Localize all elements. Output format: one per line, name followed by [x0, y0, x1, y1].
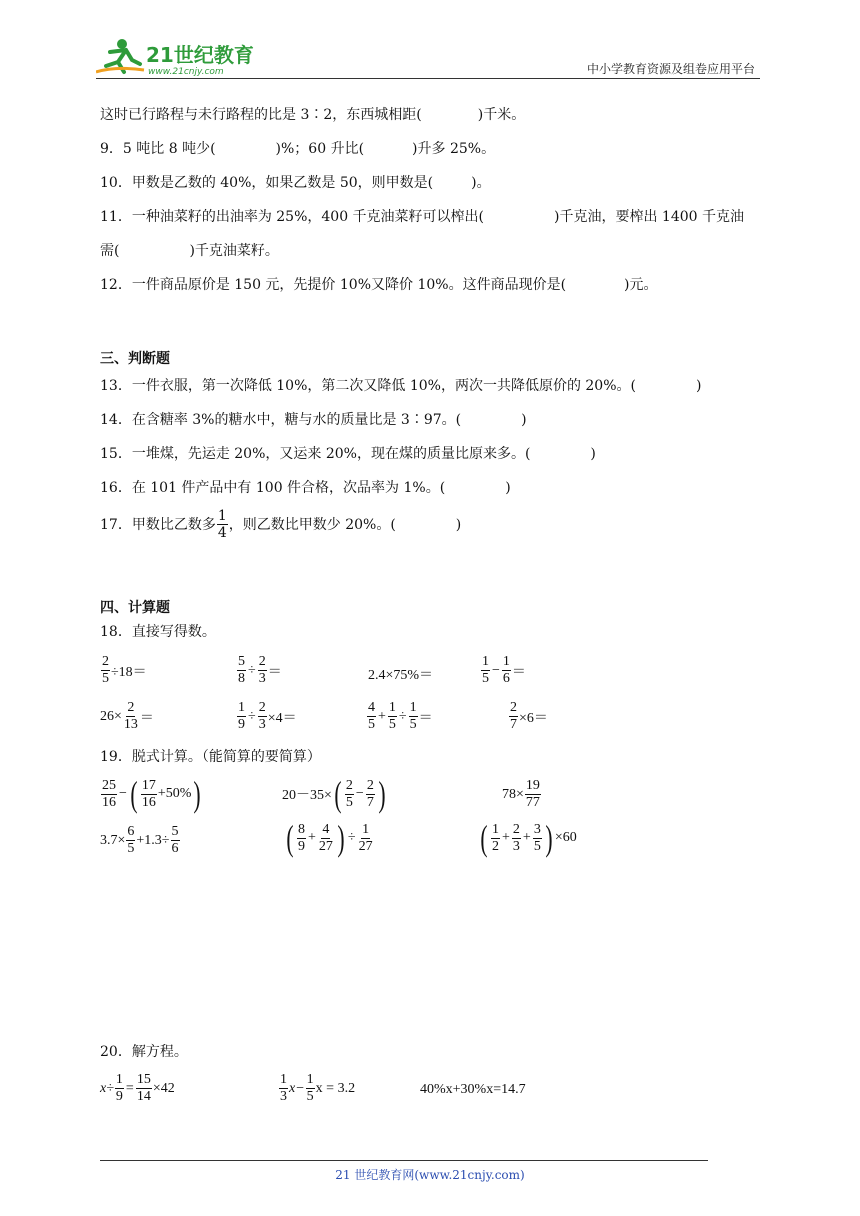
- footer-divider: [100, 1160, 708, 1161]
- question-10: [100, 173, 491, 193]
- q9-c: )升多 25%。: [412, 141, 496, 157]
- expr-20b: $\frac{1}{3}$ x− $\frac{1}{5}$ x = 3.2: [280, 1072, 356, 1104]
- question-14: 14．在含糖率 3%的糖水中，糖与水的质量比是 3∶97。( ): [100, 412, 527, 428]
- question-9: [100, 139, 495, 159]
- q11-b: )千克油，要榨出 1400 千克油: [554, 209, 745, 225]
- expr-19b: 20－35× ( $\frac{2}{5}$ − $\frac{2}{7}$ ): [282, 774, 386, 814]
- q10-a: 10．甲数是乙数的 40%，如果乙数是 50，则甲数是(: [100, 175, 434, 191]
- question-19: 19．脱式计算。（能简算的要简算）: [100, 749, 321, 765]
- logo-main: 21世纪教育: [146, 43, 254, 67]
- expr-18e: 26× $\frac{2}{13}$ ＝: [100, 700, 154, 732]
- q8-text: 这时已行路程与未行路程的比是 3∶2，东西城相距(: [100, 107, 422, 123]
- logo-runner-icon: [96, 36, 266, 78]
- question-12: [100, 275, 658, 295]
- question-11: [100, 207, 744, 227]
- question-8-tail: [100, 105, 525, 125]
- expr-19f: ( $\frac{1}{2}$ + $\frac{2}{3}$ + $\frac{3}{5}$ ) ×60: [480, 818, 577, 858]
- question-15: 15．一堆煤，先运走 20%，又运来 20%，现在煤的质量比原来多。( ): [100, 446, 596, 462]
- question-13: 13．一件衣服，第一次降低 10%，第二次又降低 10%，两次一共降低原价的 20%。( ): [100, 378, 702, 394]
- q12-a: 12．一件商品原价是 150 元，先提价 10%又降价 10%。这件商品现价是(: [100, 277, 567, 293]
- q10-b: )。: [471, 175, 491, 191]
- q11-a: 11．一种油菜籽的出油率为 25%，400 千克油菜籽可以榨出(: [100, 209, 485, 225]
- q9-a: 9．5 吨比 8 吨少(: [100, 141, 216, 157]
- expr-19c: 78× $\frac{19}{77}$: [502, 778, 540, 810]
- question-17: 17．甲数比乙数多 $\frac{1}{4}$ ，则乙数比甲数少 20%。( ): [100, 508, 462, 541]
- expr-18h: $\frac{2}{7}$ ×6＝: [510, 700, 548, 732]
- expr-18b: $\frac{5}{8}$ ÷ $\frac{2}{3}$ ＝: [238, 654, 282, 686]
- q8-end: )千米。: [477, 107, 526, 123]
- expr-19d: 3.7× $\frac{6}{5}$ +1.3÷ $\frac{5}{6}$: [100, 824, 179, 856]
- question-11-cont: [100, 241, 279, 261]
- q17-fraction: $\frac{1}{4}$: [217, 508, 227, 541]
- section-calc-title: 四、计算题: [100, 600, 170, 616]
- expr-18a: $\frac{2}{5}$ ÷18＝: [102, 654, 147, 686]
- expr-20a: x÷ $\frac{1}{9}$ = $\frac{15}{14}$ ×42: [100, 1072, 175, 1104]
- expr-18d: $\frac{1}{5}$ − $\frac{1}{6}$ ＝: [482, 654, 526, 686]
- q11-d: )千克油菜籽。: [189, 243, 279, 259]
- section-judge-title: 三、判断题: [100, 351, 170, 367]
- expr-19e: ( $\frac{8}{9}$ + $\frac{4}{27}$ ) ÷ $\frac{1}{27}$: [286, 818, 373, 858]
- q9-b: )%；60 升比(: [275, 141, 365, 157]
- site-logo: [96, 36, 266, 78]
- question-16: 16．在 101 件产品中有 100 件合格，次品率为 1%。( ): [100, 480, 511, 496]
- platform-name: 中小学教育资源及组卷应用平台: [586, 62, 755, 76]
- expr-18f: $\frac{1}{9}$ ÷ $\frac{2}{3}$ ×4＝: [238, 700, 297, 732]
- footer-site[interactable]: 21 世纪教育网(www.21cnjy.com): [335, 1168, 525, 1182]
- expr-18g: $\frac{4}{5}$ + $\frac{1}{5}$ ÷ $\frac{1}{5}$ ＝: [368, 700, 433, 732]
- expr-20c: 40%x+30%x=14.7: [420, 1082, 526, 1097]
- expr-18c: 2.4×75%＝: [368, 668, 434, 683]
- logo-sub: www.21cnjy.com: [148, 67, 224, 77]
- q11-c: 需(: [100, 243, 120, 259]
- q12-b: )元。: [624, 277, 658, 293]
- question-18: 18．直接写得数。: [100, 624, 216, 640]
- expr-19a: $\frac{25}{16}$ − ( $\frac{17}{16}$ +50% ): [102, 774, 202, 814]
- header-divider: [96, 78, 760, 79]
- question-20: 20．解方程。: [100, 1044, 188, 1060]
